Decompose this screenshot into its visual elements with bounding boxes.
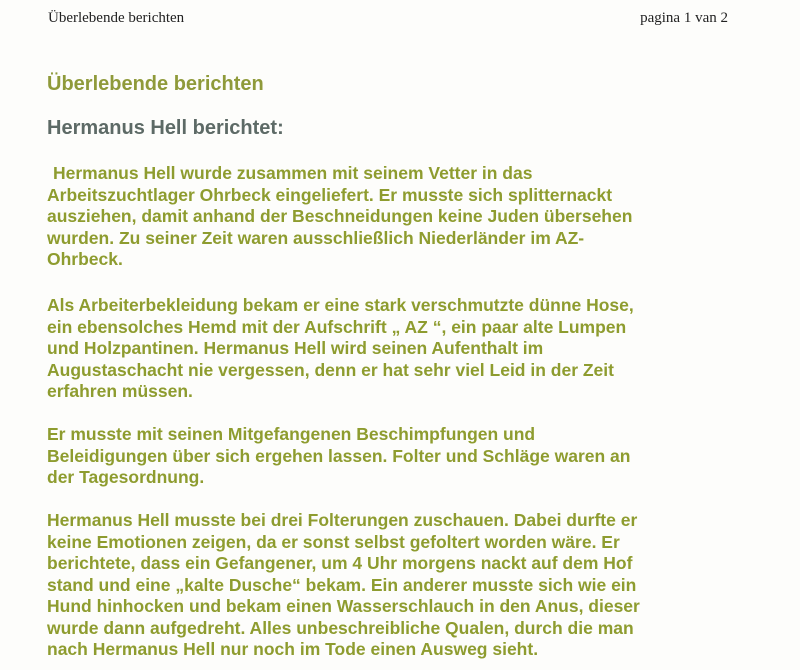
document-body	[47, 70, 727, 659]
document-title: Überlebende berichten	[47, 73, 264, 95]
paragraph-1	[47, 163, 719, 271]
paragraph-line: ausziehen, damit anhand der Beschneidungen keine Juden übersehen	[47, 206, 633, 226]
paragraph-line: Hermanus Hell wurde zusammen mit seinem Vetter in das	[53, 163, 533, 183]
paragraph-line: erfahren müssen.	[47, 381, 193, 401]
paragraph-line: stand und eine „kalte Dusche“ bekam. Ein anderer musste sich wie ein	[47, 574, 637, 595]
paragraph-line: wurde dann aufgedreht. Alles unbeschreibliche Qualen, durch die man	[47, 617, 634, 638]
paragraph-line: ein ebensolches Hemd mit der Aufschrift „ AZ “, ein paar alte Lumpen	[47, 316, 627, 337]
paragraph-2	[47, 295, 719, 403]
paragraph-line: Als Arbeiterbekleidung bekam er eine stark verschmutzte dünne Hose,	[47, 295, 634, 315]
paragraph-line: Arbeitszuchtlager Ohrbeck eingeliefert. Er musste sich splitternackt	[47, 184, 613, 205]
paragraph-line: nach Hermanus Hell nur noch im Tode einen Ausweg sieht.	[47, 639, 539, 659]
paragraph-4	[47, 510, 719, 661]
paragraph-line: Ohrbeck.	[47, 249, 123, 269]
paragraph-line: wurden. Zu seiner Zeit waren ausschließlich Niederländer im AZ-	[47, 227, 585, 248]
paragraph-line: der Tagesordnung.	[47, 467, 205, 487]
paragraph-line: Hund hinhocken und bekam einen Wasserschlauch in den Anus, dieser	[47, 596, 640, 616]
paragraph-line: und Holzpantinen. Hermanus Hell wird seinen Aufenthalt im	[47, 338, 544, 358]
paragraph-line: Augustaschacht nie vergessen, denn er hat sehr viel Leid in der Zeit	[47, 359, 614, 380]
header-title: Überlebende berichten	[48, 10, 185, 26]
page-number: pagina 1 van 2	[640, 10, 728, 26]
paragraph-3	[47, 424, 719, 489]
running-header	[48, 10, 728, 32]
paragraph-line: Hermanus Hell musste bei drei Folterungen zuschauen. Dabei durfte er	[47, 510, 638, 530]
paragraph-line: berichtete, dass ein Gefangener, um 4 Uhr morgens nackt auf dem Hof	[47, 553, 633, 573]
document-subtitle: Hermanus Hell berichtet:	[47, 117, 284, 139]
paragraph-line: keine Emotionen zeigen, da er sonst selbst gefoltert worden wäre. Er	[47, 531, 620, 552]
paragraph-line: Beleidigungen über sich ergehen lassen. Folter und Schläge waren an	[47, 445, 631, 466]
paragraph-line: Er musste mit seinen Mitgefangenen Beschimpfungen und	[47, 424, 536, 444]
